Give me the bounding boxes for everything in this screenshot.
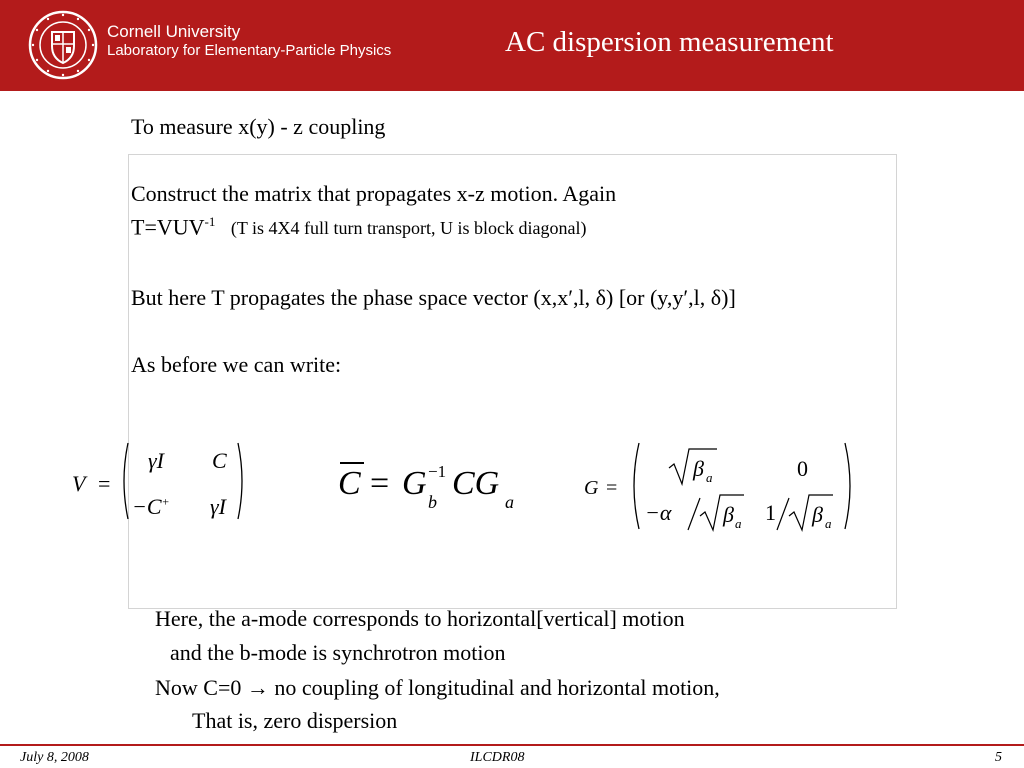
slide-title: AC dispersion measurement	[505, 26, 834, 58]
g-a-subscript: a	[505, 492, 514, 512]
v-cell-22: γI	[210, 494, 226, 519]
g-b-subscript: b	[428, 492, 437, 512]
g-b-inverse: −1	[428, 462, 447, 481]
v-symbol: V	[72, 471, 86, 496]
v-cell-11: γI	[148, 448, 164, 473]
mode-text-2: and the b-mode is synchrotron motion	[170, 640, 506, 665]
header-bar	[0, 0, 1024, 91]
svg-text:β: β	[693, 456, 704, 481]
construct-text: Construct the matrix that propagates x-z motion. Again	[131, 181, 617, 206]
phase-space-text: But here T propagates the phase space vector (x,x′,l, δ) [or (y,y′,l, δ)]	[131, 285, 736, 310]
as-before-text: As before we can write:	[131, 352, 342, 377]
footer-conference: ILCDR08	[470, 750, 525, 765]
c-bar-symbol: C	[338, 465, 361, 502]
g-equals: =	[606, 477, 618, 499]
svg-text:a: a	[825, 516, 832, 531]
g-matrix-graphic	[627, 440, 857, 532]
g-b-symbol: G	[402, 465, 427, 502]
c-bar-equals: =	[370, 465, 390, 502]
intro-text: To measure x(y) - z coupling	[131, 114, 386, 139]
footer-date: July 8, 2008	[20, 750, 89, 765]
t-equation-exponent: -1	[204, 214, 216, 229]
svg-text:−α: −α	[645, 500, 672, 525]
v-cell-12: C	[212, 448, 227, 473]
svg-text:a: a	[735, 516, 742, 531]
v-equals: =	[98, 471, 111, 496]
t-equation-line	[131, 214, 586, 240]
institution-block	[107, 22, 391, 60]
laboratory-name: Laboratory for Elementary-Particle Physics	[107, 42, 392, 59]
t-note: (T is 4X4 full turn transport, U is block diagonal)	[230, 218, 587, 239]
cg-symbols: CG	[452, 465, 500, 502]
svg-text:a: a	[706, 470, 713, 485]
g-symbol: G	[584, 477, 599, 499]
footer-page-number: 5	[995, 750, 1002, 765]
svg-text:β: β	[723, 502, 734, 527]
cornell-seal-icon	[28, 10, 98, 80]
institution-name: Cornell University	[107, 22, 241, 41]
svg-text:0: 0	[797, 456, 808, 481]
v-cell-21: −C+	[132, 494, 170, 519]
svg-text:1: 1	[765, 500, 776, 525]
c-overbar	[340, 462, 364, 464]
zero-dispersion-text: That is, zero dispersion	[192, 708, 398, 733]
svg-text:β: β	[812, 502, 823, 527]
t-equation: T=VUV	[131, 214, 205, 240]
footer-divider	[0, 744, 1024, 746]
no-coupling-text: Now C=0 → no coupling of longitudinal and horizontal motion,	[155, 675, 720, 700]
mode-text-1: Here, the a-mode corresponds to horizontal[vertical] motion	[155, 606, 685, 631]
